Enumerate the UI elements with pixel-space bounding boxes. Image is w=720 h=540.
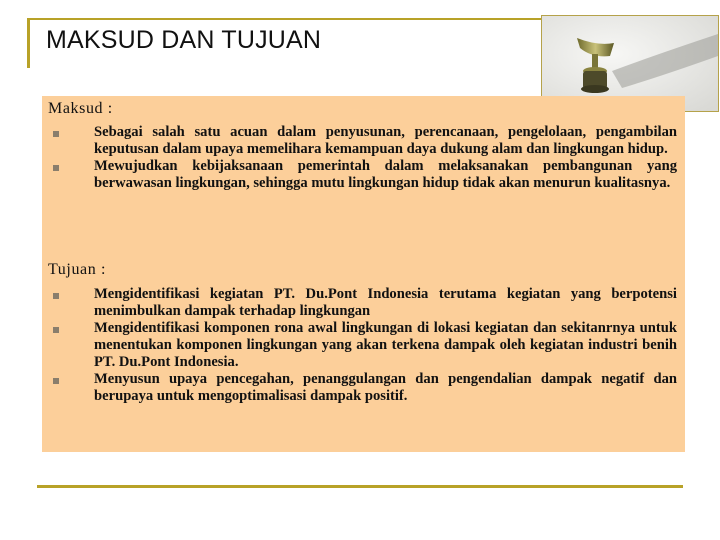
tujuan-item: [42, 286, 685, 320]
square-bullet-icon: [53, 378, 59, 384]
slide-title: MAKSUD DAN TUJUAN: [46, 26, 322, 54]
tujuan-list: [42, 286, 685, 405]
tujuan-item-text: Mengidentifikasi komponen rona awal lingkungan di lokasi kegiatan dan sekitanrnya untuk menentukan komponen lingkungan yang akan terkena dampak oleh kegiatan industri benih PT. Du.Pont Indonesia.: [94, 320, 677, 370]
square-bullet-icon: [53, 131, 59, 137]
maksud-item: [42, 124, 685, 158]
maksud-item-text: Mewujudkan kebijaksanaan pemerintah dalam melaksanakan pembangunan yang berwawasan lingkungan, sehingga mutu lingkungan hidup tidak akan menurun kualitasnya.: [94, 158, 677, 191]
square-bullet-icon: [53, 165, 59, 171]
maksud-item: [42, 158, 685, 192]
tujuan-item: [42, 371, 685, 405]
maksud-heading: Maksud :: [48, 100, 113, 117]
tujuan-item: [42, 320, 685, 371]
square-bullet-icon: [53, 293, 59, 299]
maksud-list: [42, 124, 685, 192]
maksud-item-text: Sebagai salah satu acuan dalam penyusunan, perencanaan, pengelolaan, pengambilan keputusan dalam upaya memelihara kemampuan daya dukung alam dan lingkungan hidup.: [94, 124, 677, 157]
square-bullet-icon: [53, 327, 59, 333]
tujuan-heading: Tujuan :: [48, 261, 107, 278]
bottom-divider: [37, 485, 683, 488]
content-box: [42, 96, 685, 452]
tujuan-item-text: Mengidentifikasi kegiatan PT. Du.Pont Indonesia terutama kegiatan yang berpotensi menimbulkan dampak terhadap lingkungan: [94, 286, 677, 319]
tujuan-item-text: Menyusun upaya pencegahan, penanggulangan dan pengendalian dampak negatif dan berupaya untuk mengoptimalisasi dampak positif.: [94, 371, 677, 404]
